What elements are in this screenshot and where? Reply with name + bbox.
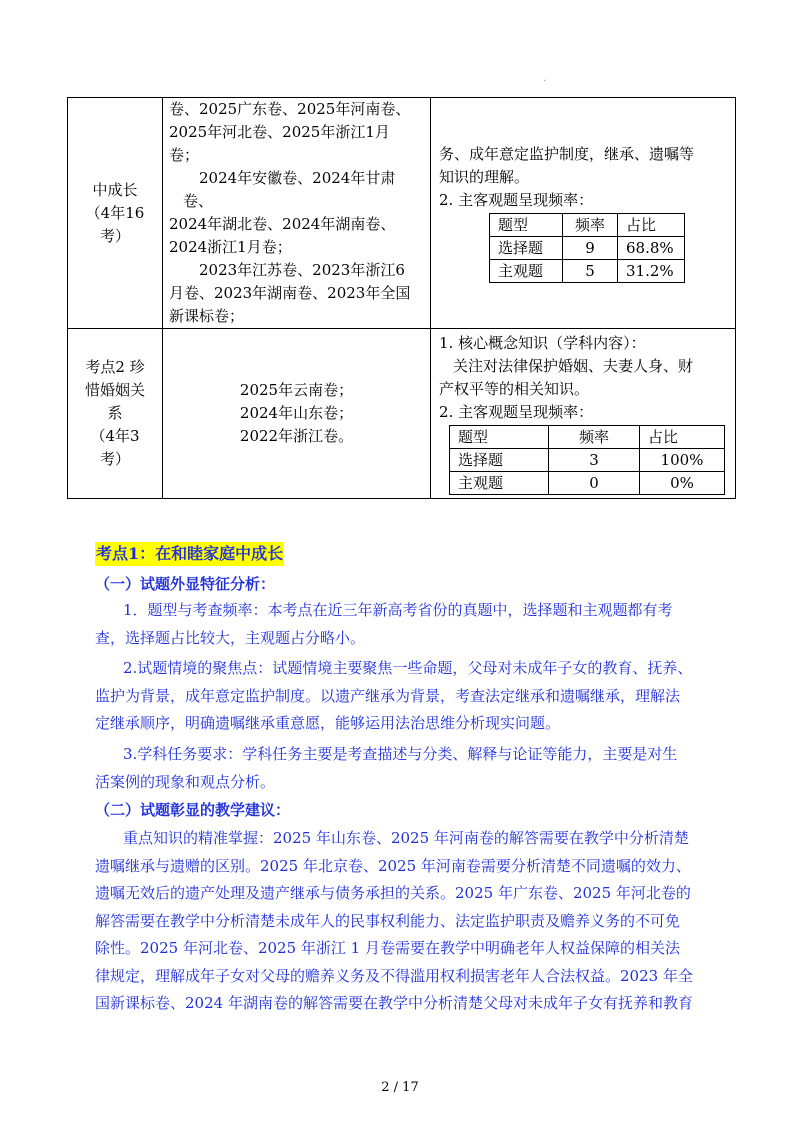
column-header: 占比 <box>640 426 725 449</box>
topic-line: （4年3 <box>90 427 140 445</box>
paragraph-line: 遗嘱继承与遗赠的区别。2025 年北京卷、2025 年河南卷需要分析清楚不同遗嘱的效力、 <box>95 856 691 875</box>
topic-line: 惜婚姻关 <box>84 381 145 399</box>
exam-line: 2024年山东卷； <box>239 404 354 422</box>
exam-line: 2024年湖北卷、2024年湖南卷、 <box>169 215 396 233</box>
table-row <box>68 98 736 329</box>
table-row <box>490 237 685 260</box>
table-cell: 主观题 <box>450 472 549 495</box>
exams-cell <box>163 329 431 499</box>
table-row <box>68 329 736 499</box>
exam-line: 2025年云南卷； <box>239 381 354 399</box>
sub-heading-analysis: （一）试题外显特征分析： <box>95 575 276 593</box>
analysis-cell <box>431 98 736 329</box>
exam-analysis-table <box>67 97 736 499</box>
paragraph-frequency <box>95 597 735 652</box>
topic-line: 中成长 <box>92 180 138 199</box>
exam-line: 卷、2025广东卷、2025年河南卷、 <box>169 100 411 118</box>
table-cell: 选择题 <box>450 449 549 472</box>
paragraph-line: 国新课标卷、2024 年湖南卷的解答需要在教学中分析清楚父母对未成年子女有抚养和教育 <box>95 994 693 1012</box>
exam-line: 卷、 <box>183 192 214 210</box>
exams-cell <box>163 98 431 329</box>
exam-line: 2022年浙江卷。 <box>239 427 354 445</box>
table-row <box>490 214 685 237</box>
table-cell: 主观题 <box>490 260 563 283</box>
column-header: 题型 <box>450 426 549 449</box>
paragraph-line: 定继承顺序，明确遗嘱继承重意愿，能够运用法治思维分析现实问题。 <box>95 714 561 732</box>
column-header: 频率 <box>563 214 618 237</box>
exam-line: 2025年河北卷、2025年浙江1月 <box>169 123 390 141</box>
table-row <box>450 449 725 472</box>
paragraph-line: 除性。2025 年河北卷、2025 年浙江 1 月卷需要在教学中明确老年人权益保障的相关法 <box>95 939 680 957</box>
paragraph-context <box>95 655 735 738</box>
paragraph-line: 2.试题情境的聚焦点：试题情境主要聚焦一些命题，父母对未成年子女的教育、抚养、 <box>123 659 693 677</box>
exam-line: 2023年江苏卷、2023年浙江6 <box>199 261 405 279</box>
column-header: 占比 <box>618 214 685 237</box>
table-cell: 31.2% <box>618 260 685 283</box>
paragraph-line: 3.学科任务要求：学科任务主要是考查描述与分类、解释与论证等能力，主要是对生 <box>123 745 678 763</box>
exam-line: 新课标卷； <box>169 307 245 325</box>
frequency-table <box>489 213 685 283</box>
table-cell: 9 <box>563 237 618 260</box>
page-number: 2 / 17 <box>381 1080 419 1095</box>
analysis-line: 2. 主客观题呈现频率： <box>439 191 594 209</box>
column-header: 题型 <box>490 214 563 237</box>
exam-line: 2024浙江1月卷； <box>169 238 292 256</box>
topic-cell <box>68 329 163 499</box>
topic-line: （4年16 <box>85 203 145 222</box>
paragraph-line: 监护为背景，成年意定监护制度。以遗产继承为背景，考查法定继承和遗嘱继承，理解法 <box>95 686 681 705</box>
paragraph-line: 查，选择题占比较大，主观题占分略小。 <box>95 628 366 647</box>
section-title: 考点1：在和睦家庭中成长 <box>95 542 284 566</box>
analysis-line: 产权平等的相关知识。 <box>439 380 590 398</box>
paragraph-line: 律规定，理解成年子女对父母的赡养义务及不得滥用权利损害老年人合法权益。2023 年全 <box>95 966 693 985</box>
sub-heading-suggestions: （二）试题彰显的教学建议： <box>95 801 291 819</box>
table-row <box>450 472 725 495</box>
paragraph-line: 遗嘱无效后的遗产处理及遗产继承与债务承担的关系。2025 年广东卷、2025 年河北卷的 <box>95 884 691 902</box>
analysis-line: 关注对法律保护婚姻、夫妻人身、财 <box>453 357 694 375</box>
paragraph-suggestions <box>95 825 735 1018</box>
table-cell: 0% <box>640 472 725 495</box>
paragraph-line: 重点知识的精准掌握：2025 年山东卷、2025 年河南卷的解答需要在教学中分析清楚 <box>123 829 689 847</box>
analysis-line: 知识的理解。 <box>439 168 530 186</box>
table-row <box>490 260 685 283</box>
analysis-line: 务、成年意定监护制度，继承、遗嘱等 <box>439 145 695 163</box>
analysis-cell <box>431 329 736 499</box>
table-cell: 100% <box>640 449 725 472</box>
table-cell: 0 <box>549 472 640 495</box>
topic-line: 考） <box>99 450 130 468</box>
analysis-line: 1. 核心概念知识（学科内容）： <box>439 334 646 352</box>
exam-line: 月卷、2023年湖南卷、2023年全国 <box>169 284 411 302</box>
table-row <box>450 426 725 449</box>
paragraph-line: 解答需要在教学中分析清楚未成年人的民事权利能力、法定监护职责及赡养义务的不可免 <box>95 911 681 930</box>
topic-line: 考） <box>99 226 130 245</box>
topic-line: 系 <box>107 404 123 422</box>
frequency-table <box>449 425 725 495</box>
table-cell: 3 <box>549 449 640 472</box>
table-cell: 68.8% <box>618 237 685 260</box>
exam-line: 2024年安徽卷、2024年甘肃 <box>199 169 396 187</box>
page-mark: · <box>543 76 547 87</box>
table-cell: 5 <box>563 260 618 283</box>
paragraph-line: 1．题型与考查频率：本考点在近三年新高考省份的真题中，选择题和主观题都有考 <box>123 601 673 619</box>
analysis-line: 2. 主客观题呈现频率： <box>439 403 594 421</box>
exam-line: 卷； <box>169 146 200 164</box>
paragraph-line: 活案例的现象和观点分析。 <box>95 772 276 791</box>
topic-line: 考点2 珍 <box>85 358 145 376</box>
table-cell: 选择题 <box>490 237 563 260</box>
paragraph-task <box>95 741 735 796</box>
topic-cell <box>68 98 163 329</box>
column-header: 频率 <box>549 426 640 449</box>
